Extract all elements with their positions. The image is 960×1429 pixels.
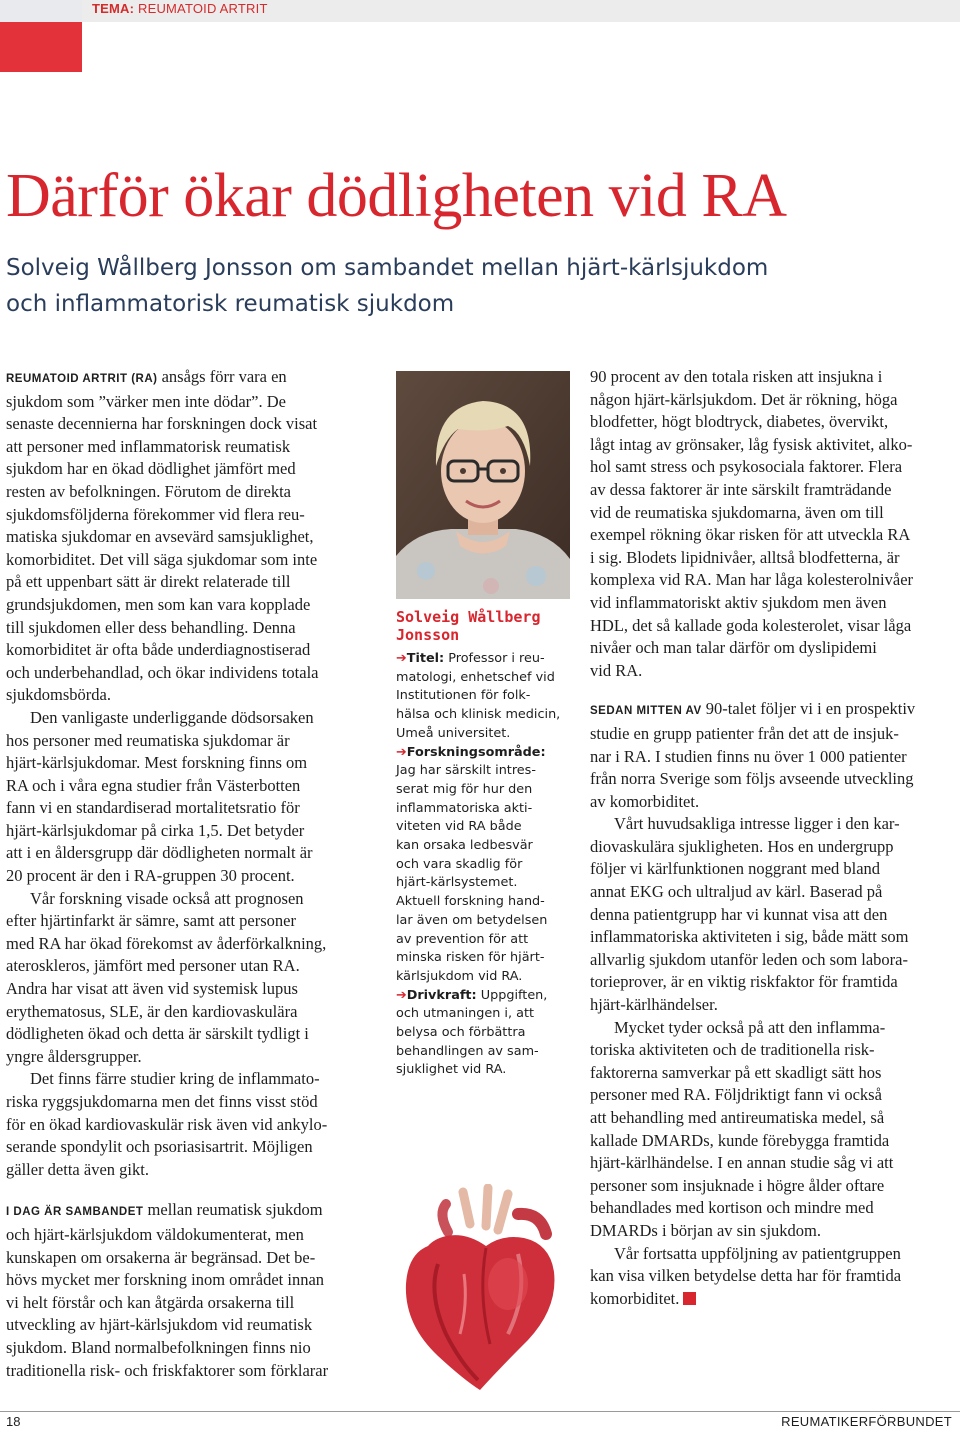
- bio-text: serat mig för hur den: [396, 781, 533, 797]
- line-text: behandlades med kortison och mindre med: [590, 1198, 874, 1218]
- body-line: [590, 479, 955, 502]
- body-line: [6, 366, 376, 391]
- line-text: Den vanligaste underliggande dödsorsaken: [30, 707, 314, 727]
- bio-drive-label: Drivkraft:: [406, 987, 477, 1003]
- paragraph-gap: [6, 1181, 376, 1199]
- bio-text: Umeå universitet.: [396, 725, 511, 741]
- line-text: mellan reumatisk sjukdom: [143, 1200, 323, 1220]
- body-line: [590, 813, 955, 836]
- line-text: komorbiditet. Det vill säga sjukdomar som inte: [6, 549, 318, 569]
- line-text: på ett uppenbart sätt är direkt relaterade till: [6, 572, 291, 592]
- body-line: [590, 768, 955, 791]
- body-line: [6, 1337, 376, 1360]
- line-text: traditionella risk- och friskfaktorer som förklarar: [6, 1360, 329, 1380]
- line-text: serande spondylit och psoriasisartrit. Möjligen: [6, 1137, 313, 1157]
- line-text: resten av befolkningen. Förutom de direkta: [6, 481, 292, 501]
- line-text: Vår fortsatta uppföljning av patientgruppen: [614, 1243, 901, 1263]
- line-text: riska ryggsjukdomarna men det finns visst stöd: [6, 1092, 318, 1111]
- paragraph-gap: [590, 682, 955, 698]
- body-line: [590, 366, 955, 389]
- line-text: exempel rökning ökar risken för att utveckla RA: [590, 525, 911, 545]
- section-label: [92, 0, 268, 18]
- arrow-right-icon: ➔: [396, 651, 407, 666]
- body-line: [6, 391, 376, 414]
- bio-text: hälsa och klinisk medicin,: [396, 707, 561, 723]
- article-subtitle: [6, 250, 946, 322]
- bio-title-label: Titel:: [406, 651, 445, 666]
- lead-in: SEDAN MITTEN AV: [590, 705, 702, 718]
- line-text: toriska aktiviteten och de traditionella risk-: [590, 1040, 875, 1060]
- body-line: [6, 504, 376, 527]
- line-text: hjärt-kärlsjukdomar på cirka 1,5. Det betyder: [6, 820, 305, 840]
- line-text: RA och i våra egna studier från Västerbotten: [6, 775, 301, 795]
- line-text: fann vi en standardiserad mortalitetsratio för: [6, 798, 300, 818]
- author-portrait: [396, 371, 570, 599]
- line-text: faktorerna samverkar på ett skadligt sätt hos: [590, 1062, 882, 1082]
- bio-text: minska risken för hjärt-: [396, 950, 545, 966]
- bio-text: och utmaningen i, att: [396, 1006, 534, 1022]
- body-line: [6, 458, 376, 481]
- body-line: [6, 955, 376, 978]
- line-text: torieprover, är en viktig riskfaktor för framtida: [590, 972, 898, 992]
- line-text: diovaskulära sjukligheten. Hos en undergrupp: [590, 836, 894, 856]
- body-line: [6, 413, 376, 436]
- body-line: [6, 594, 376, 617]
- page-number: 18: [6, 1414, 21, 1429]
- bio-text: inflammatoriska akti-: [396, 800, 533, 816]
- line-text: och hjärt-kärlsjukdom väldokumenterat, men: [6, 1224, 304, 1244]
- portrait-image: [396, 371, 570, 599]
- line-text: yngre åldersgrupper.: [6, 1046, 142, 1066]
- body-line: [6, 752, 376, 775]
- body-line: [590, 836, 955, 859]
- line-text: personer med RA. Följdriktigt fann vi också: [590, 1085, 882, 1105]
- line-text: gäller detta även gikt.: [6, 1159, 149, 1179]
- bio-text: sjuklighet vid RA.: [396, 1062, 507, 1078]
- end-mark-icon: [683, 1292, 696, 1305]
- line-text: för en ökad kardiovaskulär risk även vid ankylo-: [6, 1114, 328, 1134]
- arrow-right-icon: ➔: [396, 987, 407, 1003]
- body-line: [6, 797, 376, 820]
- line-text: sjukdom som ”värker men inte dödar”. De: [6, 391, 286, 411]
- line-text: vi helt förstår och kan åtgärda orsakerna till: [6, 1292, 295, 1312]
- line-text: sjukdomsbörda.: [6, 685, 111, 705]
- body-column-left: [6, 366, 376, 1382]
- line-text: 20 procent är den i RA-gruppen 30 procent.: [6, 866, 295, 886]
- bio-text: Institutionen för folk-: [396, 688, 531, 704]
- bio-drive-line: [396, 987, 576, 1006]
- line-text: ateroskleros, jämfört med personer utan RA.: [6, 956, 300, 976]
- body-line: [6, 978, 376, 1001]
- body-line: [590, 660, 955, 683]
- line-text: och underbehandlad, och ökar individens totala: [6, 662, 319, 682]
- body-line: [590, 1152, 955, 1175]
- line-text: hjärt-kärlsjukdomar. Mest forskning finns om: [6, 753, 308, 773]
- body-line: [6, 1068, 376, 1091]
- author-name-line: Solveig Wållberg: [396, 608, 541, 626]
- body-line: [6, 775, 376, 798]
- body-line: [590, 1062, 955, 1085]
- bio-text: behandlingen av sam-: [396, 1043, 539, 1059]
- line-text: HDL, det så kallade goda kolesterolet, visar låga: [590, 615, 912, 635]
- body-line: [6, 684, 376, 707]
- body-line: [590, 1243, 955, 1266]
- line-text: blodfetter, högt blodtryck, diabetes, övervikt,: [590, 412, 889, 432]
- body-line: [590, 698, 955, 723]
- body-line: [6, 1136, 376, 1159]
- line-text: denna patientgrupp har vi kunnat visa att den: [590, 904, 888, 924]
- body-line: [590, 1084, 955, 1107]
- body-line: [590, 592, 955, 615]
- bio-text: Uppgiften,: [476, 987, 548, 1003]
- body-line: [6, 910, 376, 933]
- author-name: [396, 608, 576, 644]
- line-text: att i en åldersgrupp där dödligheten normalt är: [6, 843, 313, 863]
- top-bar-accent: [0, 0, 82, 22]
- line-text: utveckling av hjärt-kärlsjukdom vid reumatisk: [6, 1315, 313, 1335]
- line-text: nivåer och man talar därför om dyslipidemi: [590, 638, 877, 658]
- body-line: [590, 434, 955, 457]
- line-text: nar i RA. I studien finns nu över 1 000 patienter: [590, 746, 907, 766]
- line-text: hjärt-kärlhändelser.: [590, 995, 718, 1015]
- line-text: att behandling med antireumatiska medel, så: [590, 1108, 885, 1127]
- section-label-bold: TEMA:: [92, 1, 135, 16]
- bio-text: kärlsjukdom vid RA.: [396, 968, 523, 984]
- line-text: Vårt huvudsakliga intresse ligger i den kar-: [614, 814, 900, 834]
- line-text: hos personer med reumatiska sjukdomar är: [6, 730, 290, 750]
- heart-icon: [368, 1184, 580, 1396]
- body-line: [6, 1360, 376, 1383]
- bio-text: matologi, enhetschef vid: [396, 669, 555, 685]
- bio-text: kan orsaka ledbesvär: [396, 838, 533, 854]
- body-line: [590, 637, 955, 660]
- bio-text: av prevention för att: [396, 931, 529, 947]
- line-text: senaste decennierna har forskningen dock visat: [6, 414, 318, 434]
- body-line: [590, 971, 955, 994]
- line-text: Det finns färre studier kring de inflammato-: [30, 1069, 320, 1089]
- body-line: [590, 524, 955, 547]
- body-line: [6, 639, 376, 662]
- body-line: [6, 549, 376, 572]
- body-line: [590, 615, 955, 638]
- line-text: annat EKG och ultraljud av kärl. Baserad på: [590, 882, 883, 902]
- author-name-line: Jonsson: [396, 626, 460, 644]
- body-line: [6, 1314, 376, 1337]
- subtitle-line: Solveig Wållberg Jonsson om sambandet mellan hjärt-kärlsjukdom: [6, 255, 769, 281]
- body-line: [6, 865, 376, 888]
- body-line: [6, 481, 376, 504]
- bio-text: lar även om betydelsen: [396, 912, 548, 928]
- line-text: Vår forskning visade också att prognosen: [30, 888, 304, 908]
- body-line: [590, 547, 955, 570]
- arrow-right-icon: ➔: [396, 744, 407, 760]
- bio-text: Professor i reu-: [444, 651, 545, 666]
- line-text: av dessa faktorer är inte särskilt framträdande: [590, 479, 892, 499]
- line-text: DMARDs i början av sin sjukdom.: [590, 1220, 821, 1240]
- bio-research-line: [396, 744, 576, 763]
- line-text: sjukdom. Bland normalbefolkningen finns nio: [6, 1337, 311, 1357]
- body-line: [6, 617, 376, 640]
- body-line: [590, 746, 955, 769]
- body-line: [6, 1001, 376, 1024]
- article-title: Därför ökar dödligheten vid RA: [6, 162, 787, 230]
- line-text: kallade DMARDs, kunde förebygga framtida: [590, 1130, 890, 1150]
- body-line: [590, 881, 955, 904]
- line-text: från norra Sverige som följs avseende utveckling: [590, 769, 914, 789]
- body-line: [6, 888, 376, 911]
- lead-in: I DAG ÄR SAMBANDET: [6, 1206, 144, 1219]
- line-text: till sjukdomen eller dess behandling. Denna: [6, 617, 296, 637]
- line-text: komorbiditet är ofta både underdiagnostiserad: [6, 640, 311, 660]
- publication-name: REUMATIKERFÖRBUNDET: [781, 1414, 952, 1429]
- bio-text: Jag har särskilt intres-: [396, 763, 536, 779]
- line-text: någon hjärt-kärlsjukdom. Det är rökning, höga: [590, 389, 898, 409]
- body-line: [6, 1046, 376, 1069]
- body-line: [590, 994, 955, 1017]
- section-color-block: [0, 22, 82, 72]
- body-line: [6, 662, 376, 685]
- body-line: [6, 1224, 376, 1247]
- body-line: [590, 1130, 955, 1153]
- body-line: [590, 569, 955, 592]
- body-line: [590, 1288, 955, 1311]
- body-line: [6, 1159, 376, 1182]
- body-line: [590, 1197, 955, 1220]
- line-text: följer vi kärlfunktionen noggrant med bland: [590, 859, 881, 879]
- line-text: sjukdom har en ökad dödlighet jämfört med: [6, 459, 296, 479]
- body-line: [590, 411, 955, 434]
- bio-text: belysa och förbättra: [396, 1025, 526, 1041]
- body-line: [590, 926, 955, 949]
- body-line: [6, 933, 376, 956]
- body-line: [590, 1265, 955, 1288]
- line-text: studie en grupp patienter från det att de insjuk-: [590, 723, 899, 743]
- line-text: hjärt-kärlhändelse. I en annan studie såg vi att: [590, 1153, 894, 1173]
- line-text: allvarlig sjukdom utanför leden och som labora-: [590, 949, 908, 969]
- author-bio: [396, 608, 576, 1080]
- body-line: [590, 949, 955, 972]
- bio-text: viteten vid RA både: [396, 819, 522, 835]
- line-text: komplexa vid RA. Man har låga kolesterolnivåer: [590, 570, 914, 590]
- bio-text: Aktuell forskning hand-: [396, 894, 545, 910]
- body-line: [6, 1199, 376, 1224]
- line-text: av komorbiditet.: [590, 791, 700, 811]
- body-line: [6, 1247, 376, 1270]
- line-text: kan visa vilken betydelse detta har för framtida: [590, 1266, 902, 1286]
- body-line: [6, 730, 376, 753]
- line-text: komorbiditet.: [590, 1288, 680, 1308]
- line-text: ansågs förr vara en: [157, 367, 287, 386]
- body-line: [6, 526, 376, 549]
- lead-in: REUMATOID ARTRIT (RA): [6, 373, 158, 385]
- line-text: vid RA.: [590, 660, 643, 680]
- body-line: [6, 1292, 376, 1315]
- body-line: [590, 1220, 955, 1243]
- line-text: med RA har ökad förekomst av åderförkalkning,: [6, 933, 327, 953]
- body-line: [590, 791, 955, 814]
- body-line: [6, 571, 376, 594]
- bio-text: och vara skadlig för: [396, 856, 523, 872]
- line-text: 90 procent av den totala risken att insjukna i: [590, 367, 883, 386]
- bio-research-label: Forskningsområde:: [406, 744, 546, 760]
- footer-divider: [0, 1411, 960, 1412]
- line-text: hol samt stress och psykosociala faktorer. Flera: [590, 457, 903, 477]
- body-line: [6, 436, 376, 459]
- line-text: 90-talet följer vi i en prospektiv: [701, 699, 916, 719]
- body-column-right: [590, 366, 955, 1310]
- body-line: [6, 842, 376, 865]
- body-line: [590, 1107, 955, 1130]
- body-line: [590, 858, 955, 881]
- subtitle-line: och inflammatorisk reumatisk sjukdom: [6, 291, 455, 317]
- line-text: dödligheten ökad och detta är särskilt tydligt i: [6, 1024, 309, 1044]
- body-line: [6, 1269, 376, 1292]
- line-text: kunskapen om orsakerna är begränsad. Det be-: [6, 1247, 316, 1267]
- body-line: [6, 1114, 376, 1137]
- body-line: [590, 1039, 955, 1062]
- body-line: [590, 456, 955, 479]
- body-line: [6, 1091, 376, 1114]
- line-text: inflammatoriska aktiviteten i sig, både mätt som: [590, 927, 909, 947]
- body-line: [590, 1175, 955, 1198]
- body-line: [6, 707, 376, 730]
- line-text: vid de reumatiska sjukdomarna, även om till: [590, 502, 884, 522]
- bio-text: hjärt-kärlsystemet.: [396, 875, 518, 891]
- bio-title-line: [396, 650, 576, 669]
- body-line: [6, 1023, 376, 1046]
- heart-illustration: [368, 1184, 580, 1396]
- line-text: Andra har visat att även vid systemisk lupus: [6, 979, 298, 999]
- line-text: personer som insjuknade i högre ålder oftare: [590, 1175, 885, 1195]
- body-line: [590, 502, 955, 525]
- section-label-rest: REUMATOID ARTRIT: [134, 1, 268, 16]
- line-text: sjukdomsföljderna förekommer vid flera reu-: [6, 504, 305, 524]
- line-text: erythematosus, SLE, är den kardiovaskulära: [6, 1001, 298, 1021]
- line-text: grundsjukdomen, men som kan vara kopplade: [6, 594, 311, 614]
- line-text: hövs mycket mer forskning inom området innan: [6, 1270, 325, 1290]
- line-text: Mycket tyder också på att den inflamma-: [614, 1017, 886, 1037]
- line-text: i sig. Blodets lipidnivåer, alltså blodfetterna, är: [590, 547, 900, 567]
- line-text: att personer med inflammatorisk reumatisk: [6, 436, 291, 456]
- body-line: [590, 723, 955, 746]
- line-text: matiska sjukdomar en avsevärd samsjuklighet,: [6, 527, 314, 547]
- line-text: vid inflammatoriskt aktiv sjukdom men även: [590, 592, 887, 612]
- body-line: [6, 820, 376, 843]
- body-line: [590, 389, 955, 412]
- line-text: efter hjärtinfarkt är sämre, samt att personer: [6, 911, 296, 931]
- body-line: [590, 904, 955, 927]
- line-text: lågt intag av grönsaker, låg fysisk aktivitet, alko-: [590, 434, 913, 454]
- body-line: [590, 1017, 955, 1040]
